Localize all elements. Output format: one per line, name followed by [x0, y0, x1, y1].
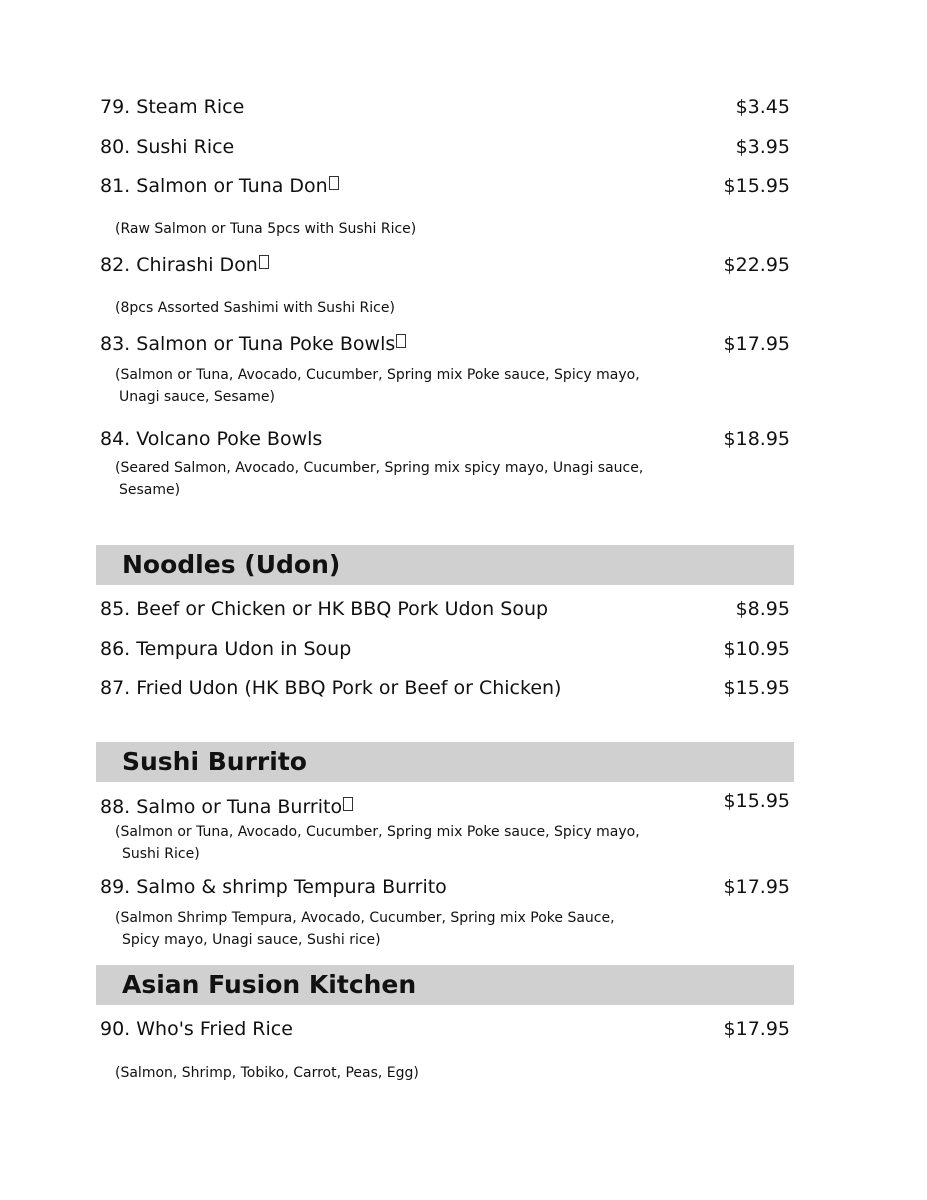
item-name: 90. Who's Fried Rice: [100, 1018, 293, 1040]
section-title: Sushi Burrito: [122, 747, 307, 776]
section-header-burrito: [96, 742, 794, 782]
item-name: 87. Fried Udon (HK BBQ Pork or Beef or Chicken): [100, 677, 562, 699]
section-header-noodles: [96, 545, 794, 585]
missing-glyph-icon: [259, 255, 269, 269]
item-description: (8pcs Assorted Sashimi with Sushi Rice): [115, 300, 395, 316]
menu-item-85: [100, 598, 790, 626]
item-price: $15.95: [723, 790, 790, 812]
menu-item-80: [100, 136, 790, 164]
missing-glyph-icon: [329, 176, 339, 190]
item-name: 84. Volcano Poke Bowls: [100, 428, 323, 450]
item-description: (Seared Salmon, Avocado, Cucumber, Spring mix spicy mayo, Unagi sauce, Sesame): [115, 460, 644, 498]
item-description: (Salmon Shrimp Tempura, Avocado, Cucumber, Spring mix Poke Sauce, Spicy mayo, Unagi sauce, Sushi rice): [115, 910, 615, 948]
item-price: $17.95: [723, 876, 790, 898]
item-description: (Salmon or Tuna, Avocado, Cucumber, Spring mix Poke sauce, Spicy mayo, Unagi sauce, Sesame): [115, 367, 640, 405]
item-price: $22.95: [723, 254, 790, 276]
item-name: 88. Salmo or Tuna Burrito: [100, 796, 353, 818]
item-price: $17.95: [723, 1018, 790, 1040]
item-name: 79. Steam Rice: [100, 96, 245, 118]
section-title: Asian Fusion Kitchen: [122, 970, 417, 999]
item-name: 82. Chirashi Don: [100, 254, 269, 276]
item-price: $10.95: [723, 638, 790, 660]
menu-item-79: [100, 96, 790, 124]
item-description: (Raw Salmon or Tuna 5pcs with Sushi Rice): [115, 221, 417, 237]
missing-glyph-icon: [343, 797, 353, 811]
menu-item-84: [100, 428, 790, 456]
menu-item-81: [100, 175, 790, 203]
item-price: $15.95: [723, 677, 790, 699]
menu-item-90: [100, 1018, 790, 1046]
menu-item-87: [100, 677, 790, 705]
item-name: 86. Tempura Udon in Soup: [100, 638, 352, 660]
item-name: 89. Salmo & shrimp Tempura Burrito: [100, 876, 447, 898]
menu-item-88: [100, 790, 790, 823]
missing-glyph-icon: [396, 334, 406, 348]
item-price: $15.95: [723, 175, 790, 197]
menu-item-89: [100, 876, 790, 904]
menu-item-86: [100, 638, 790, 666]
item-description: (Salmon, Shrimp, Tobiko, Carrot, Peas, Egg): [115, 1065, 419, 1081]
section-title: Noodles (Udon): [122, 550, 341, 579]
item-name: 81. Salmon or Tuna Don: [100, 175, 339, 197]
item-name: 83. Salmon or Tuna Poke Bowls: [100, 333, 406, 355]
section-header-fusion: [96, 965, 794, 1005]
item-price: $3.95: [735, 136, 790, 158]
item-name: 80. Sushi Rice: [100, 136, 235, 158]
item-description: (Salmon or Tuna, Avocado, Cucumber, Spring mix Poke sauce, Spicy mayo, Sushi Rice): [115, 824, 640, 862]
item-price: $17.95: [723, 333, 790, 355]
item-name: 85. Beef or Chicken or HK BBQ Pork Udon Soup: [100, 598, 549, 620]
item-price: $18.95: [723, 428, 790, 450]
item-price: $3.45: [735, 96, 790, 118]
item-price: $8.95: [735, 598, 790, 620]
menu-item-82: [100, 254, 790, 282]
menu-item-83: [100, 333, 790, 361]
